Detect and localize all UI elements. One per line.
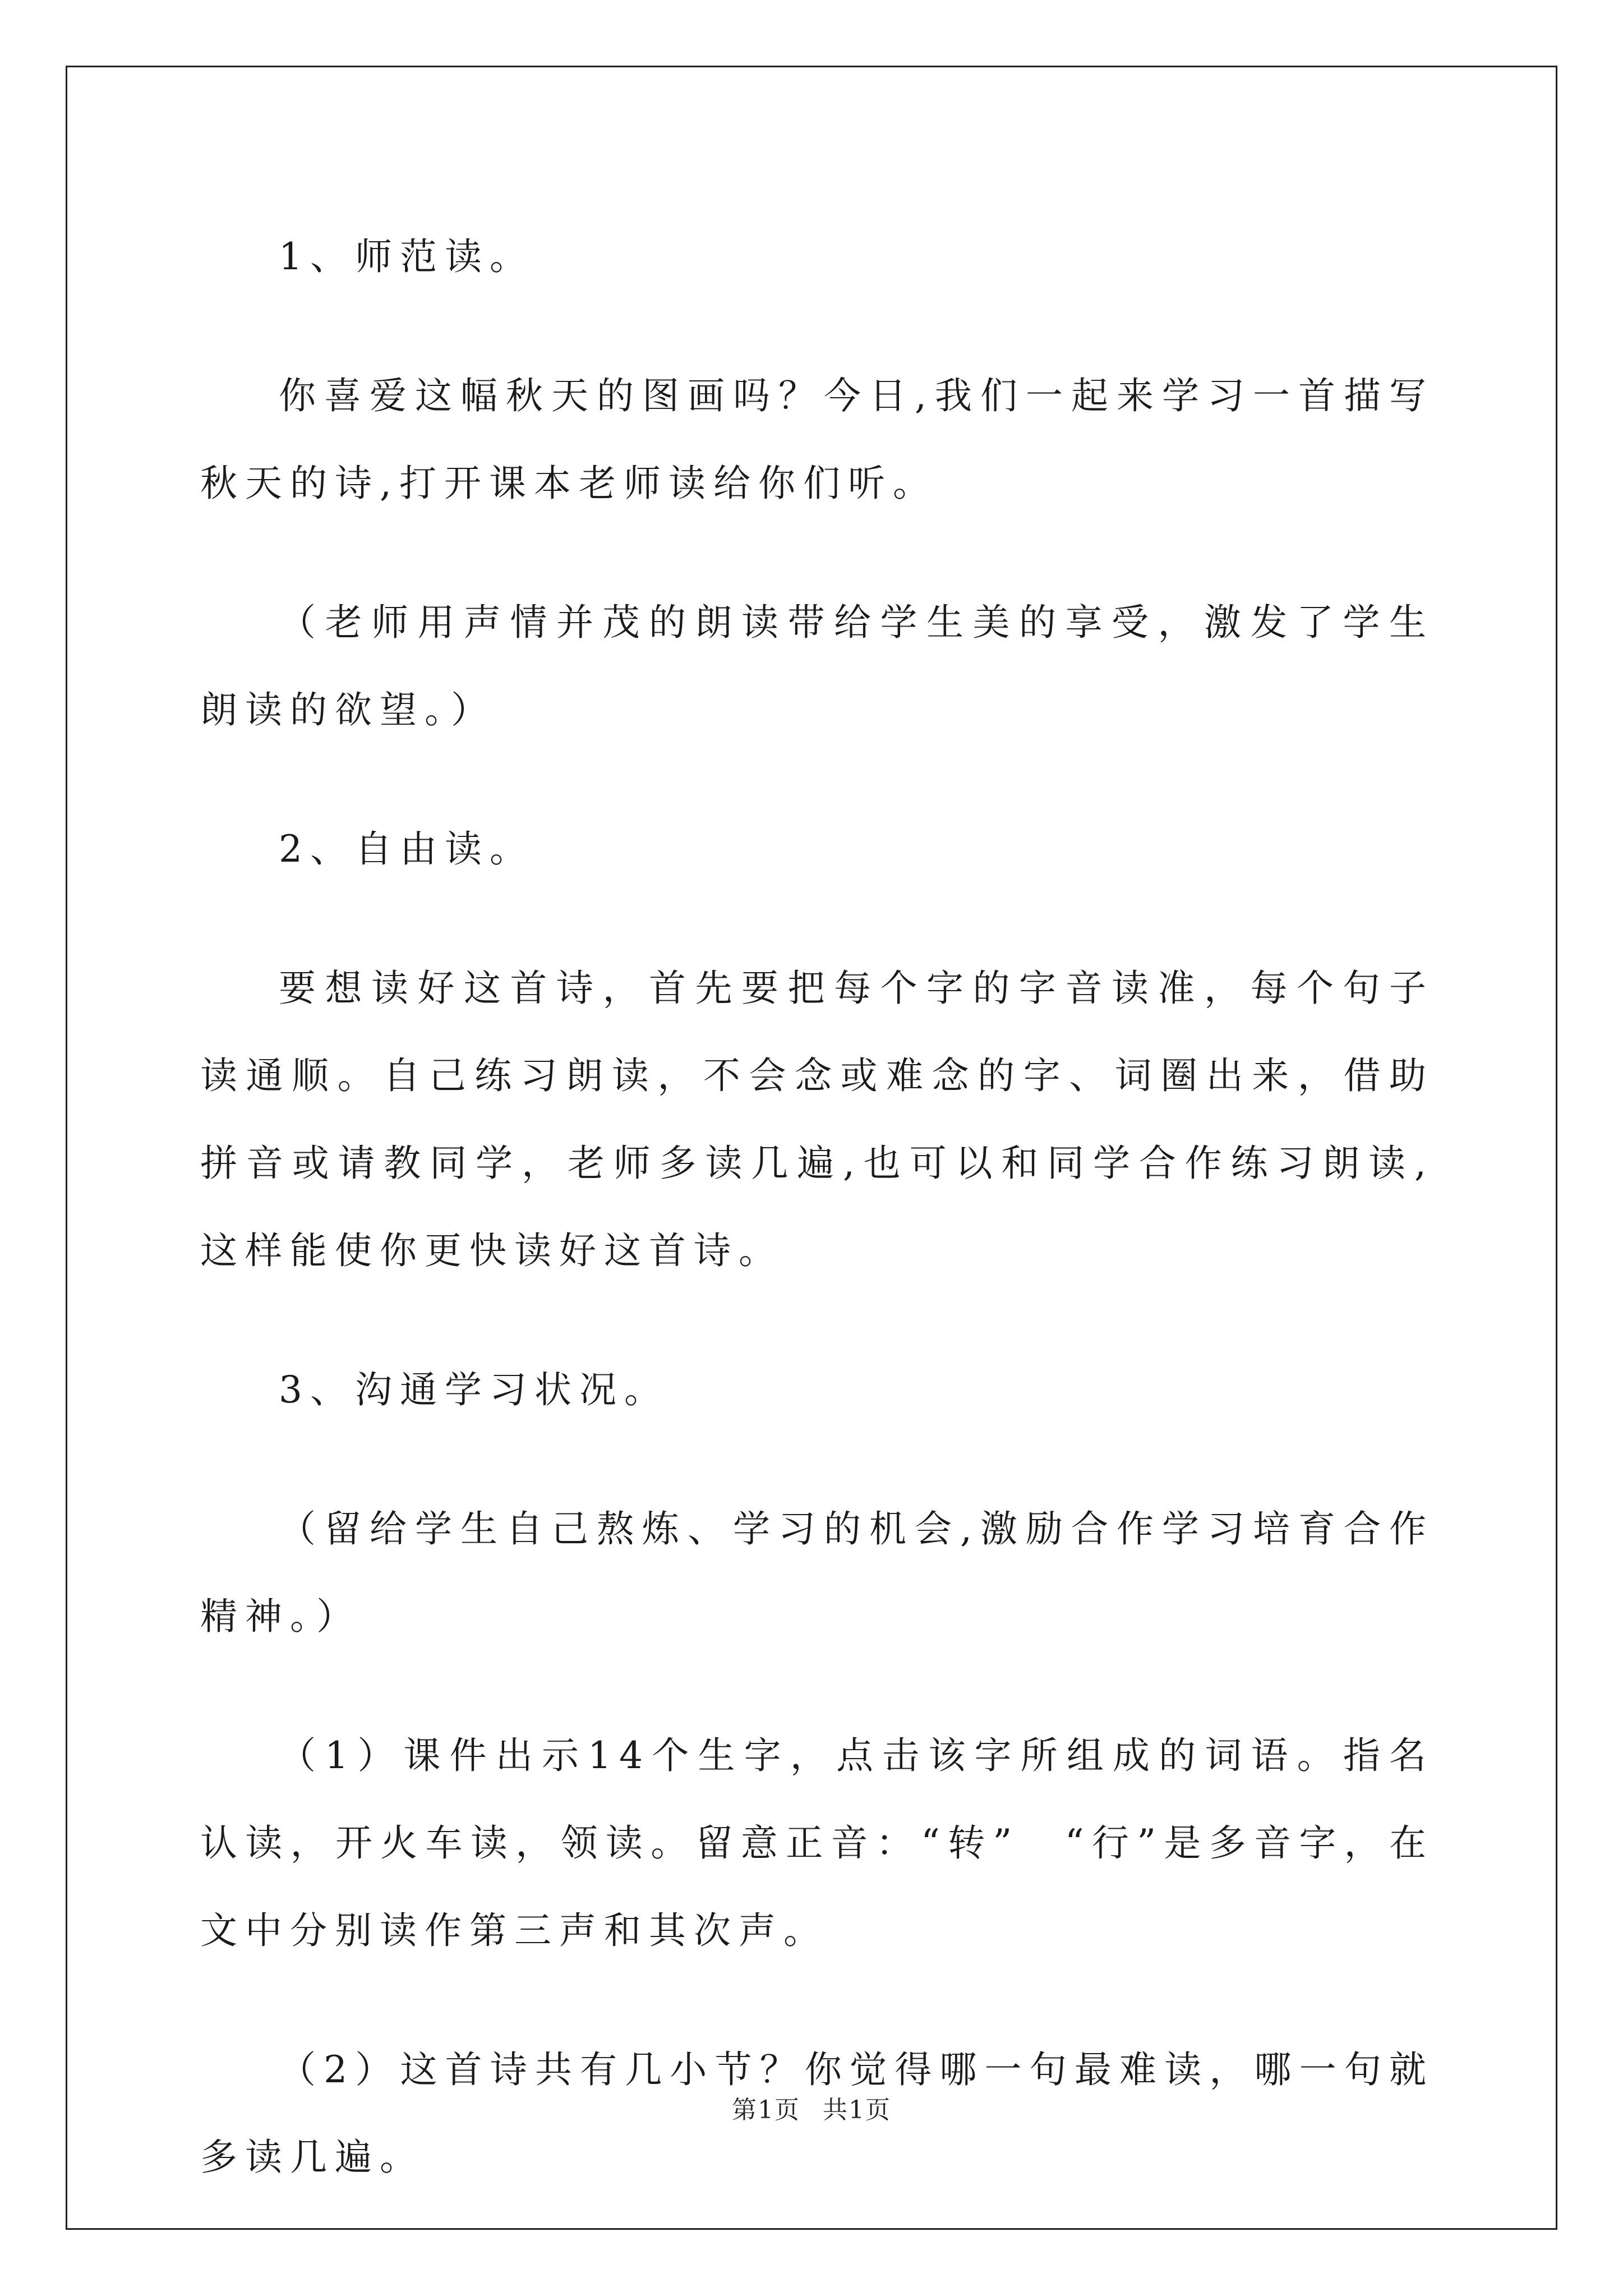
page-footer	[0, 2090, 1623, 2125]
paragraph-6: 3、沟通学习状况。	[279, 1368, 669, 1411]
paragraph-9: （2）这首诗共有几小节？你觉得哪一句最难读，哪一句就多读几遍。	[200, 2048, 1434, 2179]
paragraph-5: 要想读好这首诗，首先要把每个字的字音读准，每个句子读通顺。自己练习朗读，不会念或难念的字、词圈出来，借助拼音或请教同学，老师多读几遍,也可以和同学合作练习朗读,这样能使你更快读好这首诗。	[200, 967, 1434, 1272]
paragraph-1: 1、师范读。	[279, 235, 534, 278]
paragraph-7: （留给学生自己熬炼、学习的机会,激励合作学习培育合作精神。）	[200, 1507, 1434, 1638]
paragraph-2: 你喜爱这幅秋天的图画吗？今日,我们一起来学习一首描写秋天的诗,打开课本老师读给你们听。	[200, 374, 1434, 505]
page-total: 共1页	[823, 2096, 891, 2124]
paragraph-8: （1）课件出示14个生字，点击该字所组成的词语。指名认读，开火车读，领读。留意正音：“转” “行”是多音字，在文中分别读作第三声和其次声。	[200, 1734, 1434, 1952]
page-number: 第1页	[732, 2096, 800, 2124]
paragraph-3: （老师用声情并茂的朗读带给学生美的享受，激发了学生朗读的欲望。）	[200, 601, 1434, 731]
paragraph-4: 2、自由读。	[279, 827, 534, 871]
document-body	[200, 213, 1434, 2253]
